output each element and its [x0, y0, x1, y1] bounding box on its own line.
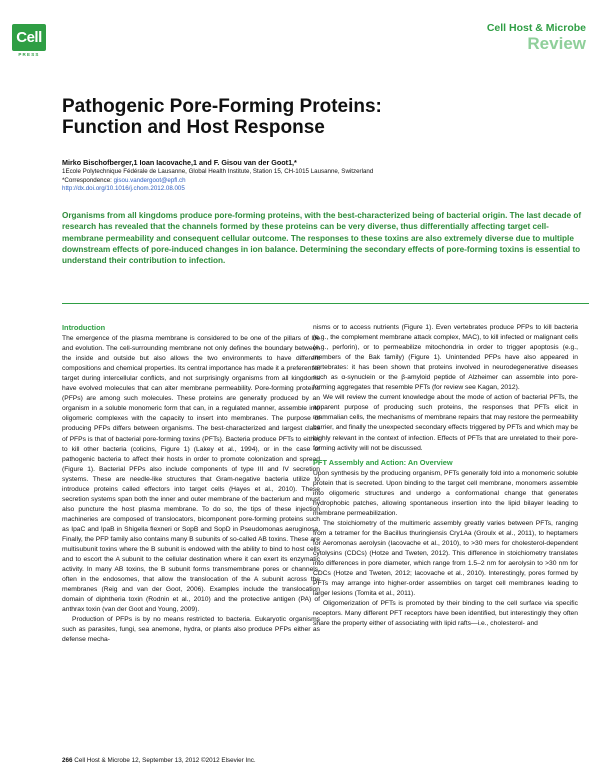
abstract-divider — [62, 303, 589, 304]
paragraph: The emergence of the plasma membrane is considered to be one of the pillars of life and evolution. The cell-surrounding membrane not only defines the boundary between the inside and outside but also allows the two environments to have different compositions and chemical properties. Its central importance has made it a preferential target during intercellular conflicts, and not surprisingly organisms from all kingdoms have evolved molecules that can alter membrane permeability. Pore-forming proteins (PFPs) are among such molecules. These proteins are generally produced by an organism in a soluble monomeric form that can, in a regulated manner, assemble into oligomeric complexes with the capacity to insert into membranes. The purpose of producing PFPs differs between organisms. The best-characterized and largest class of PFPs is that of bacterial pore-forming toxins (PFTs). Bacteria produce PFTs to either to kill other bacteria (colicins, Figure 1) (Lakey et al., 1994), or in the case of pathogenic bacteria to affect their hosts in order to promote colonization and spread (Figure 1). Bacterial PFPs also include components of type III and IV secretion systems. These are needle-like structures that Gram-negative bacteria utilize to introduce proteins called effectors into target cells (Hayes et al., 2010). These secretion systems span both the inner and outer membrane of the bacterium and must also puncture the host plasma membrane. To do so, the tips of these injection machineries are composed of translocators, bicomponent pore-forming proteins such as IpaC and IpaB in Shigella flexneri or SopB and SopD in Pseudomonas aeruginosa. Finally, the PFP family also contains many B subunits of so-called AB toxins. These are multisubunit toxins where the B subunit is endowed with the ability to bind to host cells and to escort the A subunit to the cellular destination where it can exert its enzymatic activity. In many AB toxins, the B subunit forms transmembrane pores or channels, often in the endosomes, that allow the translocation of the A subunit across the membranes (Reig and van der Goot, 2006). Examples include the translocation domain of diphtheria toxin (Rodnin et al., 2010) and the protective antigen (PA) of anthrax toxin (van der Goot and Young, 2009). — [62, 335, 320, 614]
abstract: Organisms from all kingdoms produce pore-forming proteins, with the best-characterized being of bacterial origin. The last decade of research has revealed that the channels formed by these proteins can be very diverse, thus differentially affecting target cell-membrane permeability and consequent cellular outcome. The responses to these toxins are also extremely diverse due to multiple downstream effects of pore-induced changes in ion balance. Determining the secondary effects of pore-forming toxins is essential to understand their contribution to infection. — [62, 211, 582, 266]
left-column — [62, 323, 320, 646]
title-line-2: Function and Host Response — [62, 117, 325, 138]
paragraph: nisms or to access nutrients (Figure 1). Even vertebrates produce PFPs to kill bacteria (e.g., the complement membrane attack complex, MAC), to kill infected or malignant cells (e.g., perforin), or to permeabilize mitochondria in order to trigger apoptosis (e.g., members of the Bak family) (Figure 1). Unintended PFPs have also appeared in vertebrates: it has been shown that proteins involved in neurodegenerative diseases such as α-synuclein or the β-amyloid peptide of Alzheimer can assemble into pore-forming aggregates that resemble PFTs (for review see Kagan, 2012). — [313, 324, 578, 392]
section-heading-introduction: Introduction — [62, 323, 106, 332]
affiliation-block — [62, 168, 373, 194]
paragraph: We will review the current knowledge about the mode of action of bacterial PFTs, the apparent purpose of producing such proteins, the responses that PFTs elicit in mammalian cells, the mechanisms of membrane repairs that may restore the permeability barrier, and finally the unexpected secondary effects triggered by PFTs and which may be highly relevant in the context of infection. Effects of PFTs that are unrelated to their pore-forming activity will not be discussed. — [313, 394, 579, 452]
article-title — [62, 96, 542, 138]
section-heading-pft-assembly: PFT Assembly and Action: An Overview — [313, 457, 453, 467]
section-label: Review — [527, 34, 586, 53]
page-footer — [62, 757, 256, 764]
right-column — [313, 323, 578, 629]
cell-press-logo: Cell — [12, 24, 46, 51]
paragraph: Oligomerization of PFTs is promoted by their binding to the cell surface via specific receptors. Many different PFT receptors have been identified, but interestingly they often share the property either of associating with lipid rafts—i.e., cholesterol- and — [313, 600, 578, 628]
footer-citation: Cell Host & Microbe 12, September 13, 2012 ©2012 Elsevier Inc. — [74, 757, 256, 764]
page-number: 266 — [62, 757, 73, 764]
journal-name: Cell Host & Microbe — [486, 22, 586, 34]
affiliation: 1Ecole Polytechnique Fédérale de Lausanne, Global Health Institute, Station 15, CH-1015 Lausanne, Switzerland — [62, 168, 374, 175]
authors: Mirko Bischofberger,1 Ioan Iacovache,1 and F. Gisou van der Goot1,* — [62, 158, 297, 167]
title-line-1: Pathogenic Pore-Forming Proteins: — [62, 96, 382, 117]
doi-link[interactable]: http://dx.doi.org/10.1016/j.chom.2012.08.005 — [62, 185, 185, 192]
paragraph: Production of PFPs is by no means restricted to bacteria. Eukaryotic organisms such as parasites, fungi, sea anemone, hydra, or plants also produce PFPs either as defense mecha- — [62, 616, 320, 644]
cell-press-logo-sub: PRESS — [18, 52, 40, 57]
correspondence — [62, 177, 373, 186]
paragraph: The stoichiometry of the multimeric assembly greatly varies between PFTs, ranging from a tetramer for the Bacillus thuringiensis Cry1Aa (Groulx et al., 2011), to heptamers for Aeromonas aerolysin (Iacovache et al., 2010), to >30 mers for cholesterol-dependent cytolysins (CDCs) (Hotze and Tweten, 2012). This difference in stoichiometry translates into differences in pore diameter, which range from 1.5–2 nm for aerolysin to >30 nm for CDCs (Hotze and Tweten, 2012; Iacovache et al., 2010). Interestingly, pores formed by PFTs may arrange into higher-order assemblies on target cell membranes leading to larger lesions (Tomita et al., 2011). — [313, 519, 578, 598]
correspondence-email-link[interactable]: gisou.vandergoot@epfl.ch — [113, 176, 186, 184]
paragraph: Upon synthesis by the producing organism, PFTs generally fold into a monomeric soluble protein that is secreted. Upon binding to the target cell membrane, monomers assemble into oligomeric structures and undergo a conformational change that generates hydrophobic patches, allowing spontaneous insertion into the lipid bilayer leading to membrane permeabilization. — [313, 469, 578, 517]
correspondence-label: *Correspondence: — [62, 176, 114, 184]
